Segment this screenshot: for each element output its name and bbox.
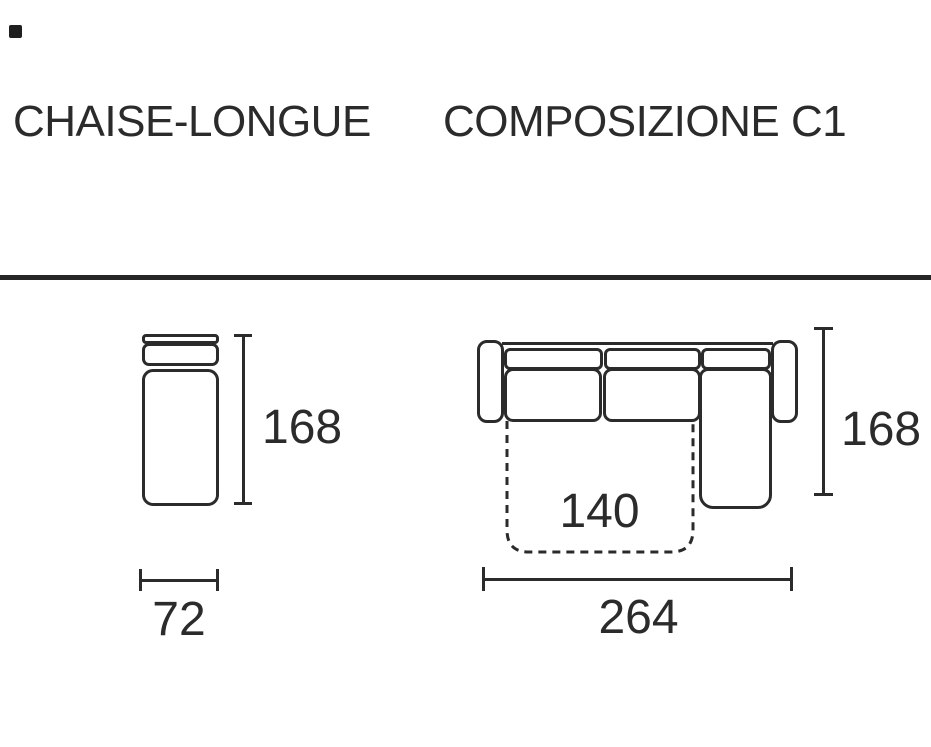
sofa-backrest-cushion-3	[701, 348, 771, 370]
sofa-depth-dimension-cap-top	[814, 327, 833, 330]
chaise-backrest-cushion	[142, 343, 219, 366]
chaise-width-dimension-line	[141, 579, 218, 582]
sofa-seat-cushion-2	[603, 368, 701, 422]
sofa-width-dimension-line	[484, 578, 793, 581]
sofa-depth-dimension-line	[822, 329, 825, 495]
sofa-back-edge	[502, 342, 773, 345]
sofa-width-value: 264	[598, 591, 679, 644]
chaise-width-value: 72	[152, 593, 206, 646]
divider-rule	[0, 275, 931, 280]
bed-width-value: 140	[559, 485, 640, 538]
chaise-width-dimension-cap-left	[139, 569, 142, 591]
sofa-armrest-right	[771, 340, 798, 423]
sofa-chaise-section	[699, 368, 772, 509]
sofa-width-dimension-cap-right	[790, 567, 793, 591]
sofa-depth-dimension-cap-bottom	[814, 493, 833, 496]
chaise-height-value: 168	[262, 401, 343, 454]
corner-marker-square	[9, 25, 22, 38]
section-title-chaise-longue: CHAISE-LONGUE	[13, 97, 371, 146]
sofa-depth-value: 168	[841, 403, 922, 456]
sofa-armrest-left	[477, 340, 504, 423]
chaise-height-dimension-line	[242, 336, 245, 504]
chaise-height-dimension-cap-bottom	[234, 502, 252, 505]
section-title-composizione-c1: COMPOSIZIONE C1	[443, 97, 847, 146]
chaise-seat	[142, 369, 219, 506]
chaise-width-dimension-cap-right	[216, 569, 219, 591]
chaise-height-dimension-cap-top	[234, 334, 252, 337]
sofa-seat-cushion-1	[504, 368, 602, 422]
sofa-backrest-cushion-2	[604, 348, 701, 370]
sofa-backrest-cushion-1	[504, 348, 603, 370]
sofa-width-dimension-cap-left	[482, 567, 485, 591]
